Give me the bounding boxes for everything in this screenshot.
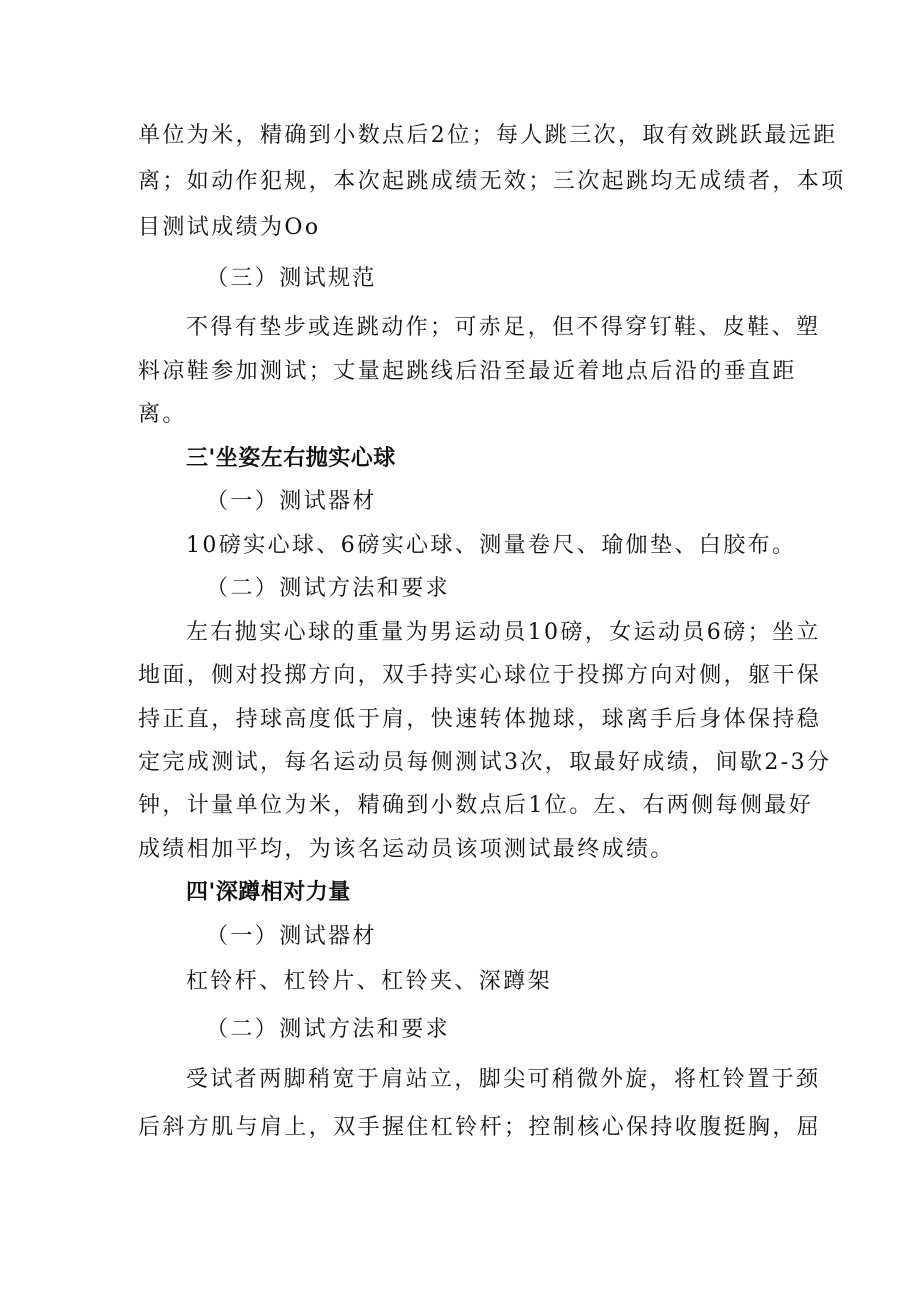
subsection-heading: （三）测试规范 — [206, 266, 377, 291]
body-line: 左右抛实心球的重量为男运动员10磅，女运动员6磅；坐立 — [186, 620, 821, 645]
body-line: 定完成测试，每名运动员每侧测试3次，取最好成绩，间歇2-3分 — [138, 750, 832, 775]
body-line: 受试者两脚稍宽于肩站立，脚尖可稍微外旋，将杠铃置于颈 — [186, 1067, 821, 1092]
body-line: 成绩相加平均，为该名运动员该项测试最终成绩。 — [138, 837, 675, 862]
body-line: 离；如动作犯规，本次起跳成绩无效；三次起跳均无成绩者，本项 — [138, 169, 846, 194]
section-heading: 四'深蹲相对力量 — [186, 880, 351, 905]
body-line: 持正直，持球高度低于肩，快速转体抛球，球离手后身体保持稳 — [138, 707, 822, 732]
subsection-heading: （二）测试方法和要求 — [206, 576, 451, 601]
body-line: 不得有垫步或连跳动作；可赤足，但不得穿钉鞋、皮鞋、塑 — [186, 315, 821, 340]
subsection-heading: （一）测试器材 — [206, 489, 377, 514]
body-line: 目测试成绩为Oo — [138, 215, 321, 240]
body-line: 离。 — [138, 402, 187, 427]
subsection-heading: （一）测试器材 — [206, 924, 377, 949]
body-line: 10磅实心球、6磅实心球、测量卷尺、瑜伽垫、白胶布。 — [186, 533, 797, 558]
body-line: 单位为米，精确到小数点后2位；每人跳三次，取有效跳跃最远距 — [138, 123, 838, 148]
subsection-heading: （二）测试方法和要求 — [206, 1017, 451, 1042]
body-line: 后斜方肌与肩上，双手握住杠铃杆；控制核心保持收腹挺胸，屈 — [138, 1115, 822, 1140]
section-heading: 三'坐姿左右抛实心球 — [186, 446, 396, 471]
body-line: 钟，计量单位为米，精确到小数点后1位。左、右两侧每侧最好 — [138, 793, 814, 818]
body-line: 料凉鞋参加测试；丈量起跳线后沿至最近着地点后沿的垂直距 — [138, 359, 797, 384]
body-line: 杠铃杆、杠铃片、杠铃夹、深蹲架 — [186, 969, 553, 994]
body-line: 地面，侧对投掷方向，双手持实心球位于投掷方向对侧，躯干保 — [138, 663, 822, 688]
